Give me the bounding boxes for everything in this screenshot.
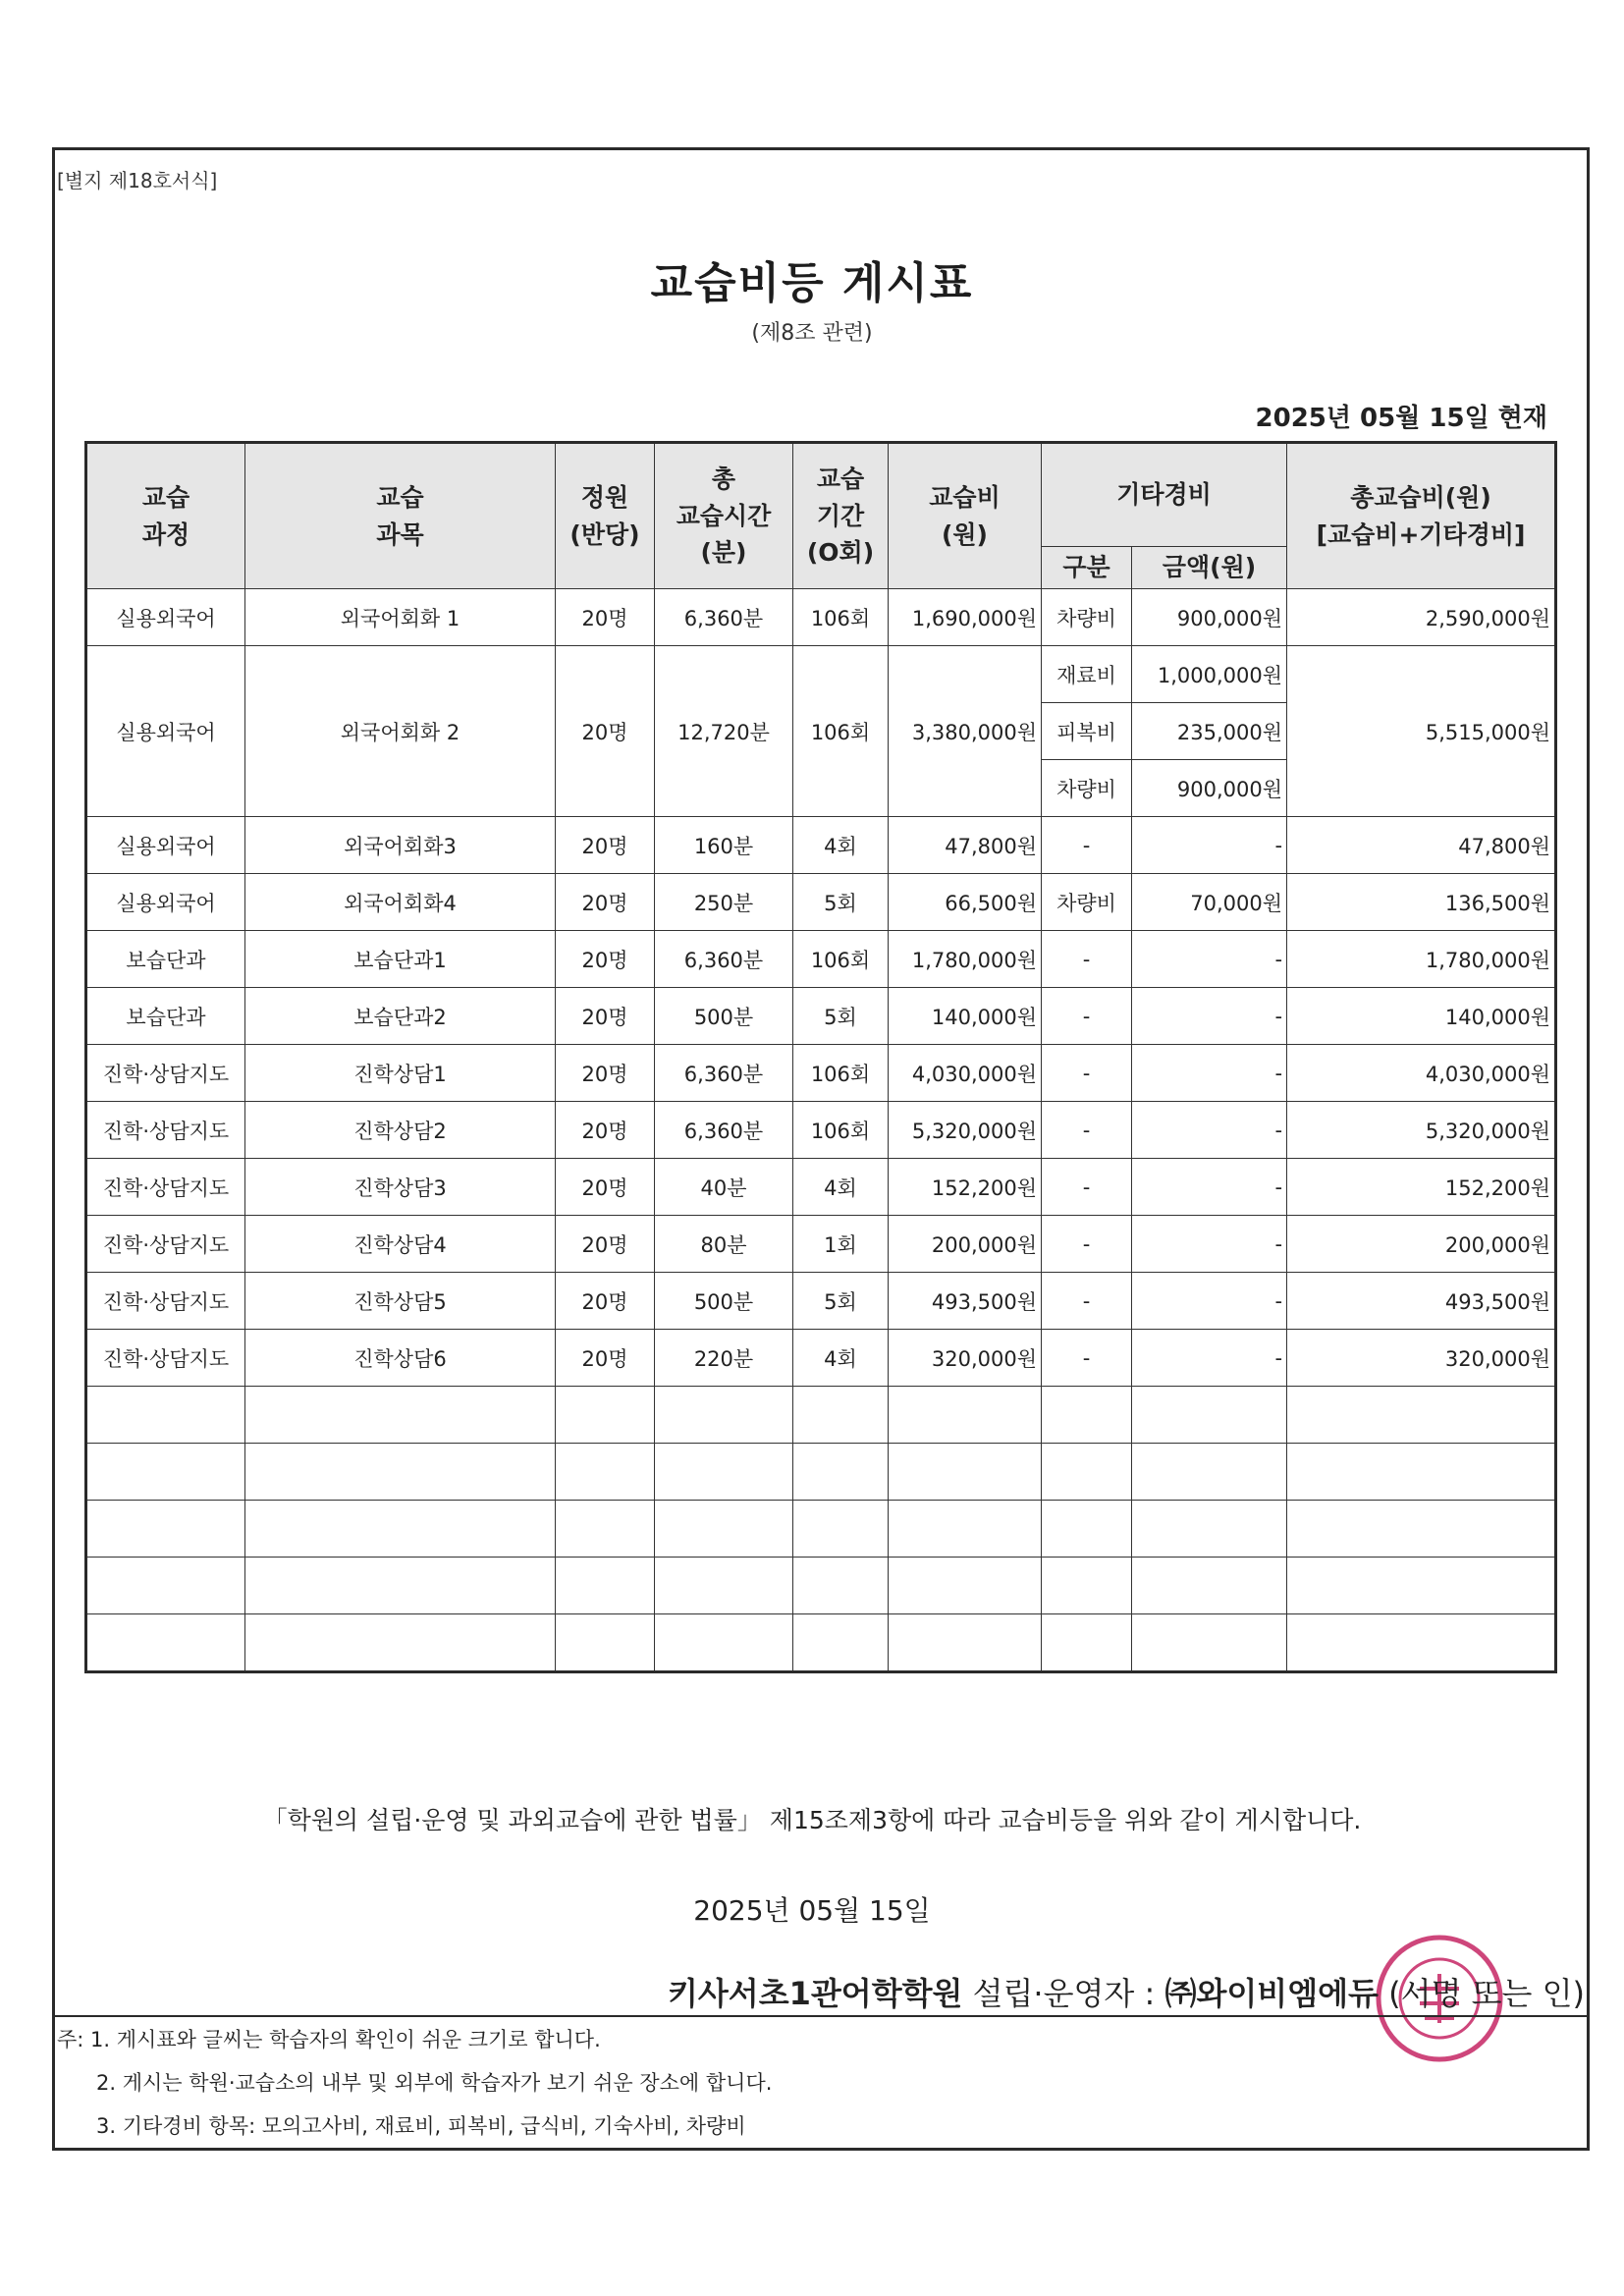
header-fee: 교습비 (원)	[889, 443, 1042, 589]
empty-row	[86, 1558, 1556, 1614]
table-row	[86, 1045, 1556, 1102]
header-total: 총교습비(원) [교습비+기타경비]	[1287, 443, 1556, 589]
empty-cell	[889, 1614, 1042, 1672]
cell-other-type: -	[1042, 1102, 1132, 1159]
cell-subject: 보습단과1	[245, 931, 556, 988]
cell-total: 140,000원	[1287, 988, 1556, 1045]
sign-hint: (서명 또는 인)	[1388, 1975, 1585, 2012]
legal-notice: 「학원의 설립·운영 및 과외교습에 관한 법률」 제15조제3항에 따라 교습비등을 위와 같이 게시합니다.	[262, 1806, 1362, 1834]
cell-time: 80분	[655, 1216, 793, 1273]
cell-fee: 3,380,000원	[889, 646, 1042, 817]
cell-subject: 진학상담5	[245, 1273, 556, 1330]
cell-fee: 140,000원	[889, 988, 1042, 1045]
table-row	[86, 1273, 1556, 1330]
empty-cell	[655, 1387, 793, 1444]
cell-capacity: 20명	[556, 646, 655, 817]
header-course: 교습 과정	[86, 443, 245, 589]
cell-total: 136,500원	[1287, 874, 1556, 931]
empty-cell	[655, 1501, 793, 1558]
table-row	[86, 931, 1556, 988]
header-other-type: 구분	[1042, 547, 1132, 589]
cell-time: 6,360분	[655, 1102, 793, 1159]
cell-time: 250분	[655, 874, 793, 931]
cell-other-type: 피복비	[1042, 703, 1132, 760]
cell-total: 1,780,000원	[1287, 931, 1556, 988]
cell-subject: 진학상담3	[245, 1159, 556, 1216]
empty-cell	[86, 1614, 245, 1672]
header-other-amount: 금액(원)	[1132, 547, 1287, 589]
cell-subject: 외국어회화4	[245, 874, 556, 931]
table-row	[86, 646, 1556, 703]
empty-cell	[1132, 1444, 1287, 1501]
empty-cell	[793, 1614, 889, 1672]
cell-fee: 1,780,000원	[889, 931, 1042, 988]
cell-other-amount: 900,000원	[1132, 589, 1287, 646]
cell-subject: 보습단과2	[245, 988, 556, 1045]
empty-cell	[245, 1558, 556, 1614]
cell-fee: 493,500원	[889, 1273, 1042, 1330]
cell-subject: 진학상담4	[245, 1216, 556, 1273]
empty-cell	[1287, 1614, 1556, 1672]
cell-subject: 진학상담2	[245, 1102, 556, 1159]
table-row	[86, 589, 1556, 646]
page-title: 교습비등 게시표	[650, 258, 974, 308]
table-row	[86, 817, 1556, 874]
empty-cell	[793, 1387, 889, 1444]
signature-line	[668, 1969, 1585, 2014]
cell-capacity: 20명	[556, 1216, 655, 1273]
cell-course: 진학·상담지도	[86, 1102, 245, 1159]
cell-total: 320,000원	[1287, 1330, 1556, 1387]
empty-cell	[655, 1614, 793, 1672]
empty-cell	[245, 1501, 556, 1558]
empty-cell	[793, 1558, 889, 1614]
cell-course: 실용외국어	[86, 817, 245, 874]
empty-cell	[1287, 1558, 1556, 1614]
cell-time: 6,360분	[655, 1045, 793, 1102]
cell-period: 1회	[793, 1216, 889, 1273]
cell-other-amount: -	[1132, 1159, 1287, 1216]
empty-row	[86, 1501, 1556, 1558]
empty-cell	[245, 1444, 556, 1501]
note-2: 2. 게시는 학원·교습소의 내부 및 외부에 학습자가 보기 쉬운 장소에 합니다.	[96, 2071, 773, 2095]
form-number: [별지 제18호서식]	[57, 169, 218, 192]
cell-other-type: 차량비	[1042, 874, 1132, 931]
cell-course: 보습단과	[86, 931, 245, 988]
cell-total: 493,500원	[1287, 1273, 1556, 1330]
cell-other-amount: -	[1132, 1273, 1287, 1330]
cell-other-type: 차량비	[1042, 589, 1132, 646]
cell-other-amount: -	[1132, 931, 1287, 988]
header-total-time: 총 교습시간 (분)	[655, 443, 793, 589]
empty-cell	[1042, 1387, 1132, 1444]
cell-total: 4,030,000원	[1287, 1045, 1556, 1102]
cell-period: 5회	[793, 988, 889, 1045]
cell-subject: 외국어회화3	[245, 817, 556, 874]
cell-fee: 66,500원	[889, 874, 1042, 931]
cell-fee: 200,000원	[889, 1216, 1042, 1273]
fee-table	[84, 441, 1557, 1673]
cell-subject: 진학상담6	[245, 1330, 556, 1387]
cell-capacity: 20명	[556, 1273, 655, 1330]
cell-course: 진학·상담지도	[86, 1216, 245, 1273]
cell-other-type: -	[1042, 1273, 1132, 1330]
empty-cell	[1132, 1501, 1287, 1558]
cell-period: 106회	[793, 1045, 889, 1102]
empty-cell	[1042, 1558, 1132, 1614]
empty-cell	[1287, 1444, 1556, 1501]
cell-other-amount: -	[1132, 817, 1287, 874]
cell-other-amount: -	[1132, 1045, 1287, 1102]
cell-total: 152,200원	[1287, 1159, 1556, 1216]
table-row	[86, 1159, 1556, 1216]
cell-total: 5,320,000원	[1287, 1102, 1556, 1159]
posting-date: 2025년 05월 15일	[693, 1894, 931, 1927]
cell-fee: 5,320,000원	[889, 1102, 1042, 1159]
operator-role: 설립·운영자 :	[972, 1975, 1156, 2012]
cell-total: 2,590,000원	[1287, 589, 1556, 646]
table-row	[86, 1330, 1556, 1387]
cell-other-type: 차량비	[1042, 760, 1132, 817]
empty-cell	[86, 1558, 245, 1614]
empty-cell	[1042, 1501, 1132, 1558]
table-row	[86, 1102, 1556, 1159]
operator-name: ㈜와이비엠에듀	[1164, 1975, 1379, 2012]
cell-capacity: 20명	[556, 1102, 655, 1159]
cell-other-type: -	[1042, 1045, 1132, 1102]
cell-time: 500분	[655, 988, 793, 1045]
cell-capacity: 20명	[556, 1159, 655, 1216]
cell-course: 진학·상담지도	[86, 1159, 245, 1216]
cell-total: 47,800원	[1287, 817, 1556, 874]
empty-cell	[86, 1387, 245, 1444]
empty-cell	[1042, 1444, 1132, 1501]
empty-cell	[793, 1444, 889, 1501]
cell-period: 106회	[793, 646, 889, 817]
empty-cell	[245, 1387, 556, 1444]
empty-cell	[1132, 1387, 1287, 1444]
table-row	[86, 988, 1556, 1045]
empty-cell	[1132, 1614, 1287, 1672]
cell-other-type: -	[1042, 817, 1132, 874]
cell-capacity: 20명	[556, 1330, 655, 1387]
cell-total: 200,000원	[1287, 1216, 1556, 1273]
cell-fee: 47,800원	[889, 817, 1042, 874]
empty-row	[86, 1444, 1556, 1501]
cell-other-type: 재료비	[1042, 646, 1132, 703]
note-3: 3. 기타경비 항목: 모의고사비, 재료비, 피복비, 급식비, 기숙사비, 차량비	[96, 2114, 746, 2138]
header-other-expenses: 기타경비	[1042, 443, 1287, 547]
cell-capacity: 20명	[556, 931, 655, 988]
empty-cell	[889, 1444, 1042, 1501]
empty-row	[86, 1387, 1556, 1444]
cell-capacity: 20명	[556, 988, 655, 1045]
cell-total: 5,515,000원	[1287, 646, 1556, 817]
cell-time: 6,360분	[655, 931, 793, 988]
empty-cell	[1042, 1614, 1132, 1672]
header-period: 교습 기간 (O회)	[793, 443, 889, 589]
signature-divider	[52, 2015, 1590, 2017]
cell-course: 실용외국어	[86, 589, 245, 646]
cell-period: 106회	[793, 589, 889, 646]
empty-cell	[1132, 1558, 1287, 1614]
table-row	[86, 1216, 1556, 1273]
empty-cell	[556, 1387, 655, 1444]
cell-other-amount: 70,000원	[1132, 874, 1287, 931]
cell-other-amount: 900,000원	[1132, 760, 1287, 817]
cell-period: 106회	[793, 1102, 889, 1159]
cell-time: 220분	[655, 1330, 793, 1387]
cell-course: 실용외국어	[86, 646, 245, 817]
table-body	[86, 589, 1556, 1672]
cell-capacity: 20명	[556, 1045, 655, 1102]
cell-capacity: 20명	[556, 874, 655, 931]
empty-cell	[1287, 1501, 1556, 1558]
cell-other-type: -	[1042, 931, 1132, 988]
cell-subject: 외국어회화 1	[245, 589, 556, 646]
academy-name: 키사서초1관어학학원	[667, 1975, 963, 2012]
cell-fee: 4,030,000원	[889, 1045, 1042, 1102]
empty-cell	[655, 1444, 793, 1501]
empty-cell	[889, 1558, 1042, 1614]
cell-time: 12,720분	[655, 646, 793, 817]
empty-cell	[1287, 1387, 1556, 1444]
empty-cell	[245, 1614, 556, 1672]
empty-cell	[556, 1501, 655, 1558]
cell-period: 4회	[793, 1330, 889, 1387]
cell-period: 5회	[793, 1273, 889, 1330]
cell-other-type: -	[1042, 1330, 1132, 1387]
table-row	[86, 874, 1556, 931]
cell-subject: 외국어회화 2	[245, 646, 556, 817]
empty-cell	[556, 1444, 655, 1501]
cell-other-type: -	[1042, 1159, 1132, 1216]
empty-row	[86, 1614, 1556, 1672]
empty-cell	[556, 1614, 655, 1672]
empty-cell	[556, 1558, 655, 1614]
cell-fee: 320,000원	[889, 1330, 1042, 1387]
header-subject: 교습 과목	[245, 443, 556, 589]
cell-time: 500분	[655, 1273, 793, 1330]
cell-fee: 1,690,000원	[889, 589, 1042, 646]
cell-course: 진학·상담지도	[86, 1045, 245, 1102]
cell-time: 40분	[655, 1159, 793, 1216]
empty-cell	[889, 1387, 1042, 1444]
cell-other-amount: 1,000,000원	[1132, 646, 1287, 703]
as-of-date: 2025년 05월 15일 현재	[1255, 404, 1547, 433]
cell-other-amount: -	[1132, 1102, 1287, 1159]
empty-cell	[793, 1501, 889, 1558]
cell-period: 5회	[793, 874, 889, 931]
cell-course: 진학·상담지도	[86, 1330, 245, 1387]
empty-cell	[86, 1444, 245, 1501]
page-subtitle: (제8조 관련)	[751, 321, 873, 346]
cell-period: 4회	[793, 1159, 889, 1216]
cell-other-type: -	[1042, 1216, 1132, 1273]
cell-other-amount: -	[1132, 1330, 1287, 1387]
header-capacity: 정원 (반당)	[556, 443, 655, 589]
cell-period: 106회	[793, 931, 889, 988]
empty-cell	[655, 1558, 793, 1614]
cell-course: 실용외국어	[86, 874, 245, 931]
cell-fee: 152,200원	[889, 1159, 1042, 1216]
cell-capacity: 20명	[556, 817, 655, 874]
cell-subject: 진학상담1	[245, 1045, 556, 1102]
cell-other-amount: -	[1132, 988, 1287, 1045]
empty-cell	[889, 1501, 1042, 1558]
cell-period: 4회	[793, 817, 889, 874]
cell-time: 6,360분	[655, 589, 793, 646]
cell-course: 보습단과	[86, 988, 245, 1045]
cell-capacity: 20명	[556, 589, 655, 646]
cell-other-type: -	[1042, 988, 1132, 1045]
cell-other-amount: 235,000원	[1132, 703, 1287, 760]
cell-time: 160분	[655, 817, 793, 874]
cell-other-amount: -	[1132, 1216, 1287, 1273]
note-1: 주: 1. 게시표와 글씨는 학습자의 확인이 쉬운 크기로 합니다.	[57, 2028, 601, 2051]
cell-course: 진학·상담지도	[86, 1273, 245, 1330]
empty-cell	[86, 1501, 245, 1558]
